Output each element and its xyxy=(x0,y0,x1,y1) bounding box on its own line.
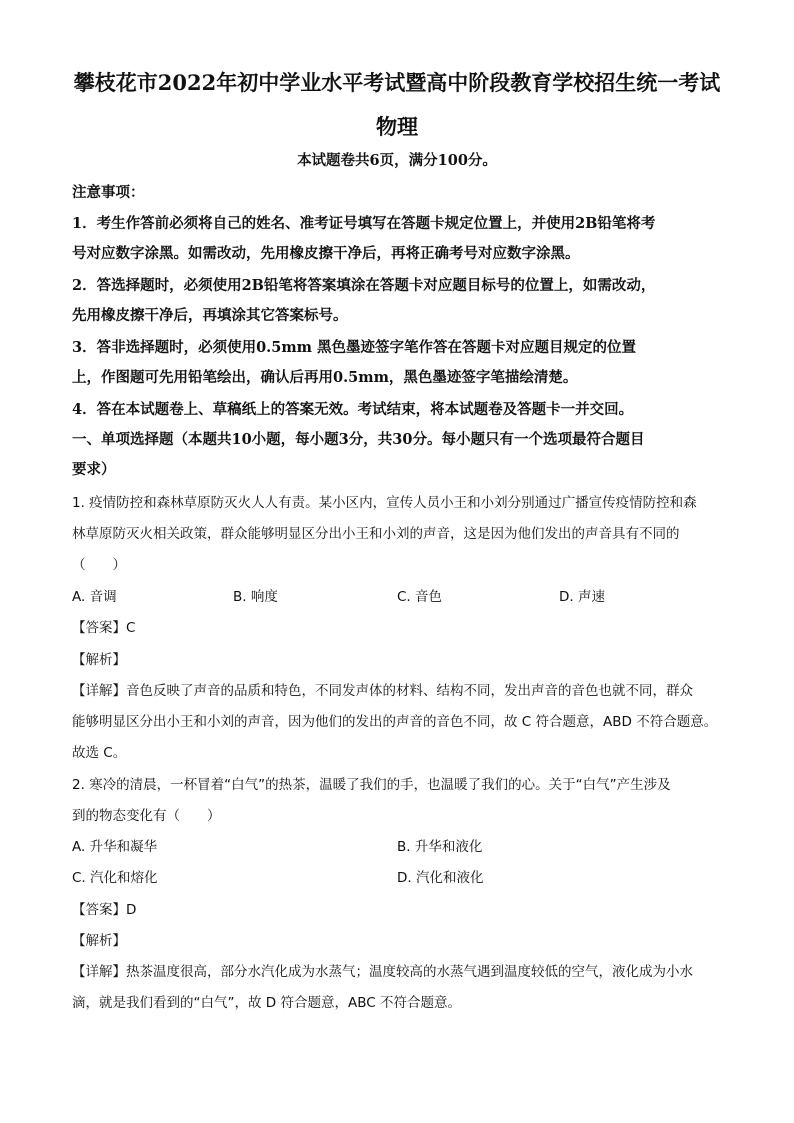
notes-line: 号对应数字涂黑。如需改动，先用橡皮擦干净后，再将正确考号对应数字涂黑。 xyxy=(72,245,580,262)
q1-detail: 【详解】音色反映了声音的品质和特色，不同发声体的材料、结构不同，发出声音的音色也就不同，群众 xyxy=(72,683,693,699)
q1-detail: 能够明显区分出小王和小刘的声音，因为他们的发出的声音的音色不同，故 C 符合题意，ABD 不符合题意。 xyxy=(72,714,718,730)
notes-line: 2．答选择题时，必须使用2B铅笔将答案填涂在答题卡对应题目标号的位置上，如需改动， xyxy=(72,277,656,294)
q2-option-a: A. 升华和凝华 xyxy=(72,839,158,855)
notes-line: 先用橡皮擦干净后，再填涂其它答案标号。 xyxy=(72,307,348,324)
section-heading-cont: 要求） xyxy=(72,461,116,478)
subject-title: 物理 xyxy=(376,114,418,139)
q1-option-d: D. 声速 xyxy=(559,589,605,605)
q1-option-b: B. 响度 xyxy=(233,589,278,605)
q2-analysis: 【解析】 xyxy=(72,933,126,949)
q2-detail: 【详解】热茶温度很高，部分水汽化成为水蒸气；温度较高的水蒸气遇到温度较低的空气，液化成为小水 xyxy=(72,964,693,980)
notes-line: 1．考生作答前必须将自己的姓名、准考证号填写在答题卡规定位置上，并使用2B铅笔将考 xyxy=(72,215,656,232)
q2-stem: 2. 寒冷的清晨，一杯冒着“白气”的热茶，温暖了我们的手，也温暖了我们的心。关于“白气”产生涉及 xyxy=(72,777,671,793)
q2-option-c: C. 汽化和熔化 xyxy=(72,870,158,886)
paper-info: 本试题卷共6页，满分100分。 xyxy=(297,152,497,169)
q2-answer: 【答案】D xyxy=(72,902,137,918)
q1-option-a: A. 音调 xyxy=(72,589,117,605)
q2-option-d: D. 汽化和液化 xyxy=(397,870,484,886)
q1-stem: 1. 疫情防控和森林草原防灭火人人有责。某小区内，宣传人员小王和小刘分别通过广播宣传疫情防控和森 xyxy=(72,495,697,511)
exam-title: 攀枝花市2022年初中学业水平考试暨高中阶段教育学校招生统一考试 xyxy=(73,70,721,95)
notes-line: 4．答在本试题卷上、草稿纸上的答案无效。考试结束，将本试题卷及答题卡一并交回。 xyxy=(72,401,634,418)
q2-detail: 滴，就是我们看到的“白气”，故 D 符合题意，ABC 不符合题意。 xyxy=(72,995,461,1011)
q1-stem: （ ） xyxy=(72,557,126,573)
notes-heading: 注意事项： xyxy=(72,184,145,201)
q1-analysis: 【解析】 xyxy=(72,652,126,668)
q2-option-b: B. 升华和液化 xyxy=(397,839,483,855)
q1-option-c: C. 音色 xyxy=(397,589,443,605)
q1-detail: 故选 C。 xyxy=(72,745,127,761)
q1-answer: 【答案】C xyxy=(72,620,136,636)
notes-line: 上，作图题可先用铅笔绘出，确认后再用0.5mm，黑色墨迹签字笔描绘清楚。 xyxy=(72,369,578,386)
notes-line: 3．答非选择题时，必须使用0.5mm 黑色墨迹签字笔作答在答题卡对应题目规定的位置 xyxy=(72,339,637,356)
q2-stem: 到的物态变化有（ ） xyxy=(72,808,221,824)
section-heading: 一、单项选择题（本题共10小题，每小题3分，共30分。每小题只有一个选项最符合题目 xyxy=(72,431,645,448)
q1-stem: 林草原防灭火相关政策，群众能够明显区分出小王和小刘的声音，这是因为他们发出的声音具有不同的 xyxy=(72,526,680,542)
